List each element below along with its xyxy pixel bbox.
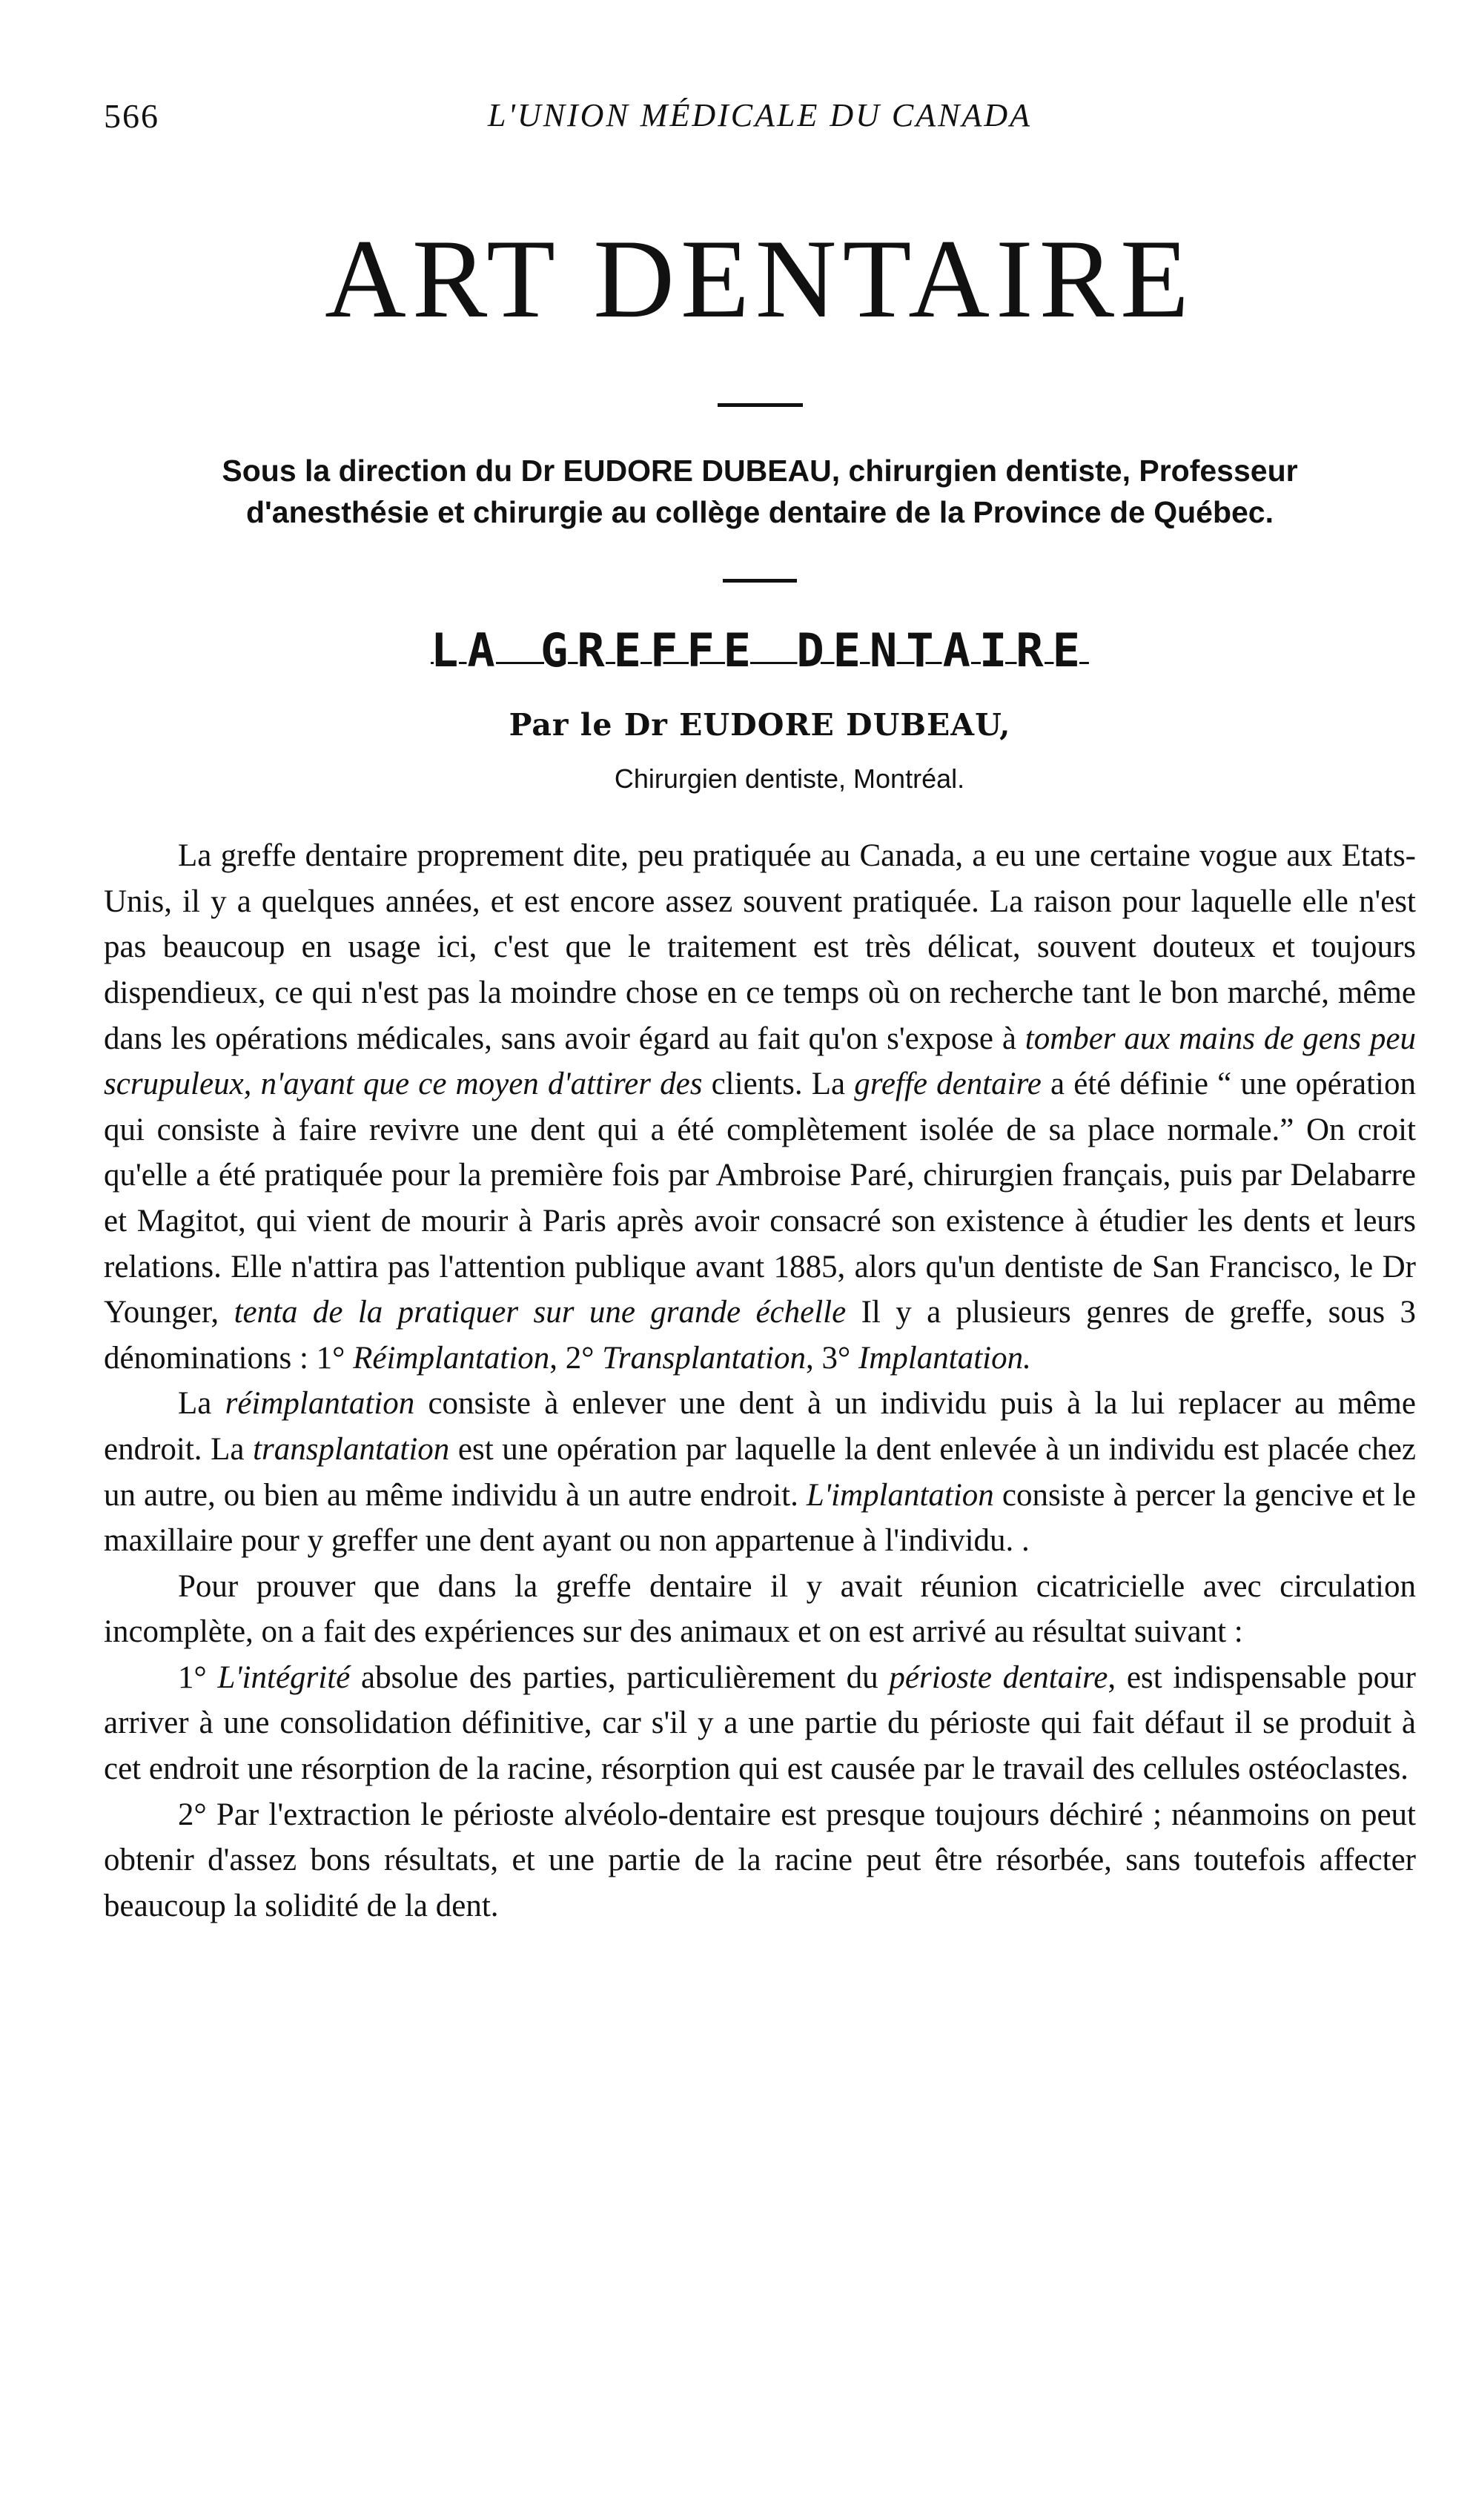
paragraph-3: Pour prouver que dans la greffe dentaire il y avait réunion cicatricielle avec circulation incomplète, on a fait des expériences sur des animaux et on est arrivé au résultat suivant : (104, 1568, 1416, 1650)
paragraph-1: La greffe dentaire proprement dite, peu pratiquée au Canada, a eu une certaine vogue aux Etats-Unis, il y a quelques années, et est encore assez souvent pratiquée. La raison pour laquelle elle n'est pas beaucoup en usage ici, c'est que le traitement est très délicat, souvent douteux et toujours dispendieux, ce qui n'est pas la moindre chose en ce temps où on recherche tant le bon marché, même dans les opérations médicales, sans avoir égard au fait qu'on s'expose à tomber aux mains de gens peu scrupuleux, n'ayant que ce moyen d'attirer des clients. La greffe dentaire a été définie “ une opération qui consiste à faire revivre une dent qui a été complètement isolée de sa place normale.” On croit qu'elle a été pratiquée pour la première fois par Ambroise Paré, chirurgien français, puis par Delabarre et Magitot, qui vient de mourir à Paris après avoir consacré son existence à étudier les dents et leurs relations. Elle n'attira pas l'attention publique avant 1885, alors qu'un dentiste de San Francisco, le Dr Younger, tenta de la pratiquer sur une grande échelle Il y a plusieurs genres de greffe, sous 3 dénominations : 1° Réimplantation, 2° Transplantation, 3° Implantation. (104, 838, 1417, 1376)
journal-page (104, 96, 1416, 2468)
section-divider (718, 403, 803, 407)
editor-note-line-2: d'anesthésie et chirurgie au collège dentaire de la Province de Québec. (245, 495, 1274, 529)
journal-title: L'UNION MÉDICALE DU CANADA (488, 97, 1032, 133)
editor-note (104, 450, 1416, 533)
editor-note-line-1: Sous la direction du Dr EUDORE DUBEAU, chirurgien dentiste, Professeur (222, 454, 1298, 488)
article-divider (723, 579, 797, 583)
article-title: LA GREFFE DENTAIRE (431, 623, 1089, 677)
page-number: 566 (104, 97, 159, 135)
paragraph-4: 1° L'intégrité absolue des parties, particulièrement du périoste dentaire, est indispensable pour arriver à une consolidation définitive, car s'il y a une partie du périoste qui fait défaut il se produit à cet endroit une résorption de la racine, résorption qui est causée par le travail des cellules ostéoclastes. (104, 1659, 1416, 1787)
paragraph-5: 2° Par l'extraction le périoste alvéolo-dentaire est presque toujours déchiré ; néanmoins on peut obtenir d'assez bons résultats, et une partie de la racine peut être résorbée, sans toutefois affecter beaucoup la solidité de la dent. (104, 1797, 1416, 1923)
paragraph-2: La réimplantation consiste à enlever une dent à un individu puis à la lui replacer au même endroit. La transplantation est une opération par laquelle la dent enlevée à un individu est placée chez un autre, ou bien au même individu à un autre endroit. L'implantation consiste à percer la gencive et le maxillaire pour y greffer une dent ayant ou non appartenue à l'individu. . (104, 1386, 1417, 1559)
article-byline: Par le Dr EUDORE DUBEAU, (509, 707, 1011, 743)
author-affiliation: Chirurgien dentiste, Montréal. (614, 763, 965, 795)
running-head (104, 96, 1416, 156)
section-title: ART DENTAIRE (325, 216, 1195, 341)
article-body (104, 833, 1416, 1929)
